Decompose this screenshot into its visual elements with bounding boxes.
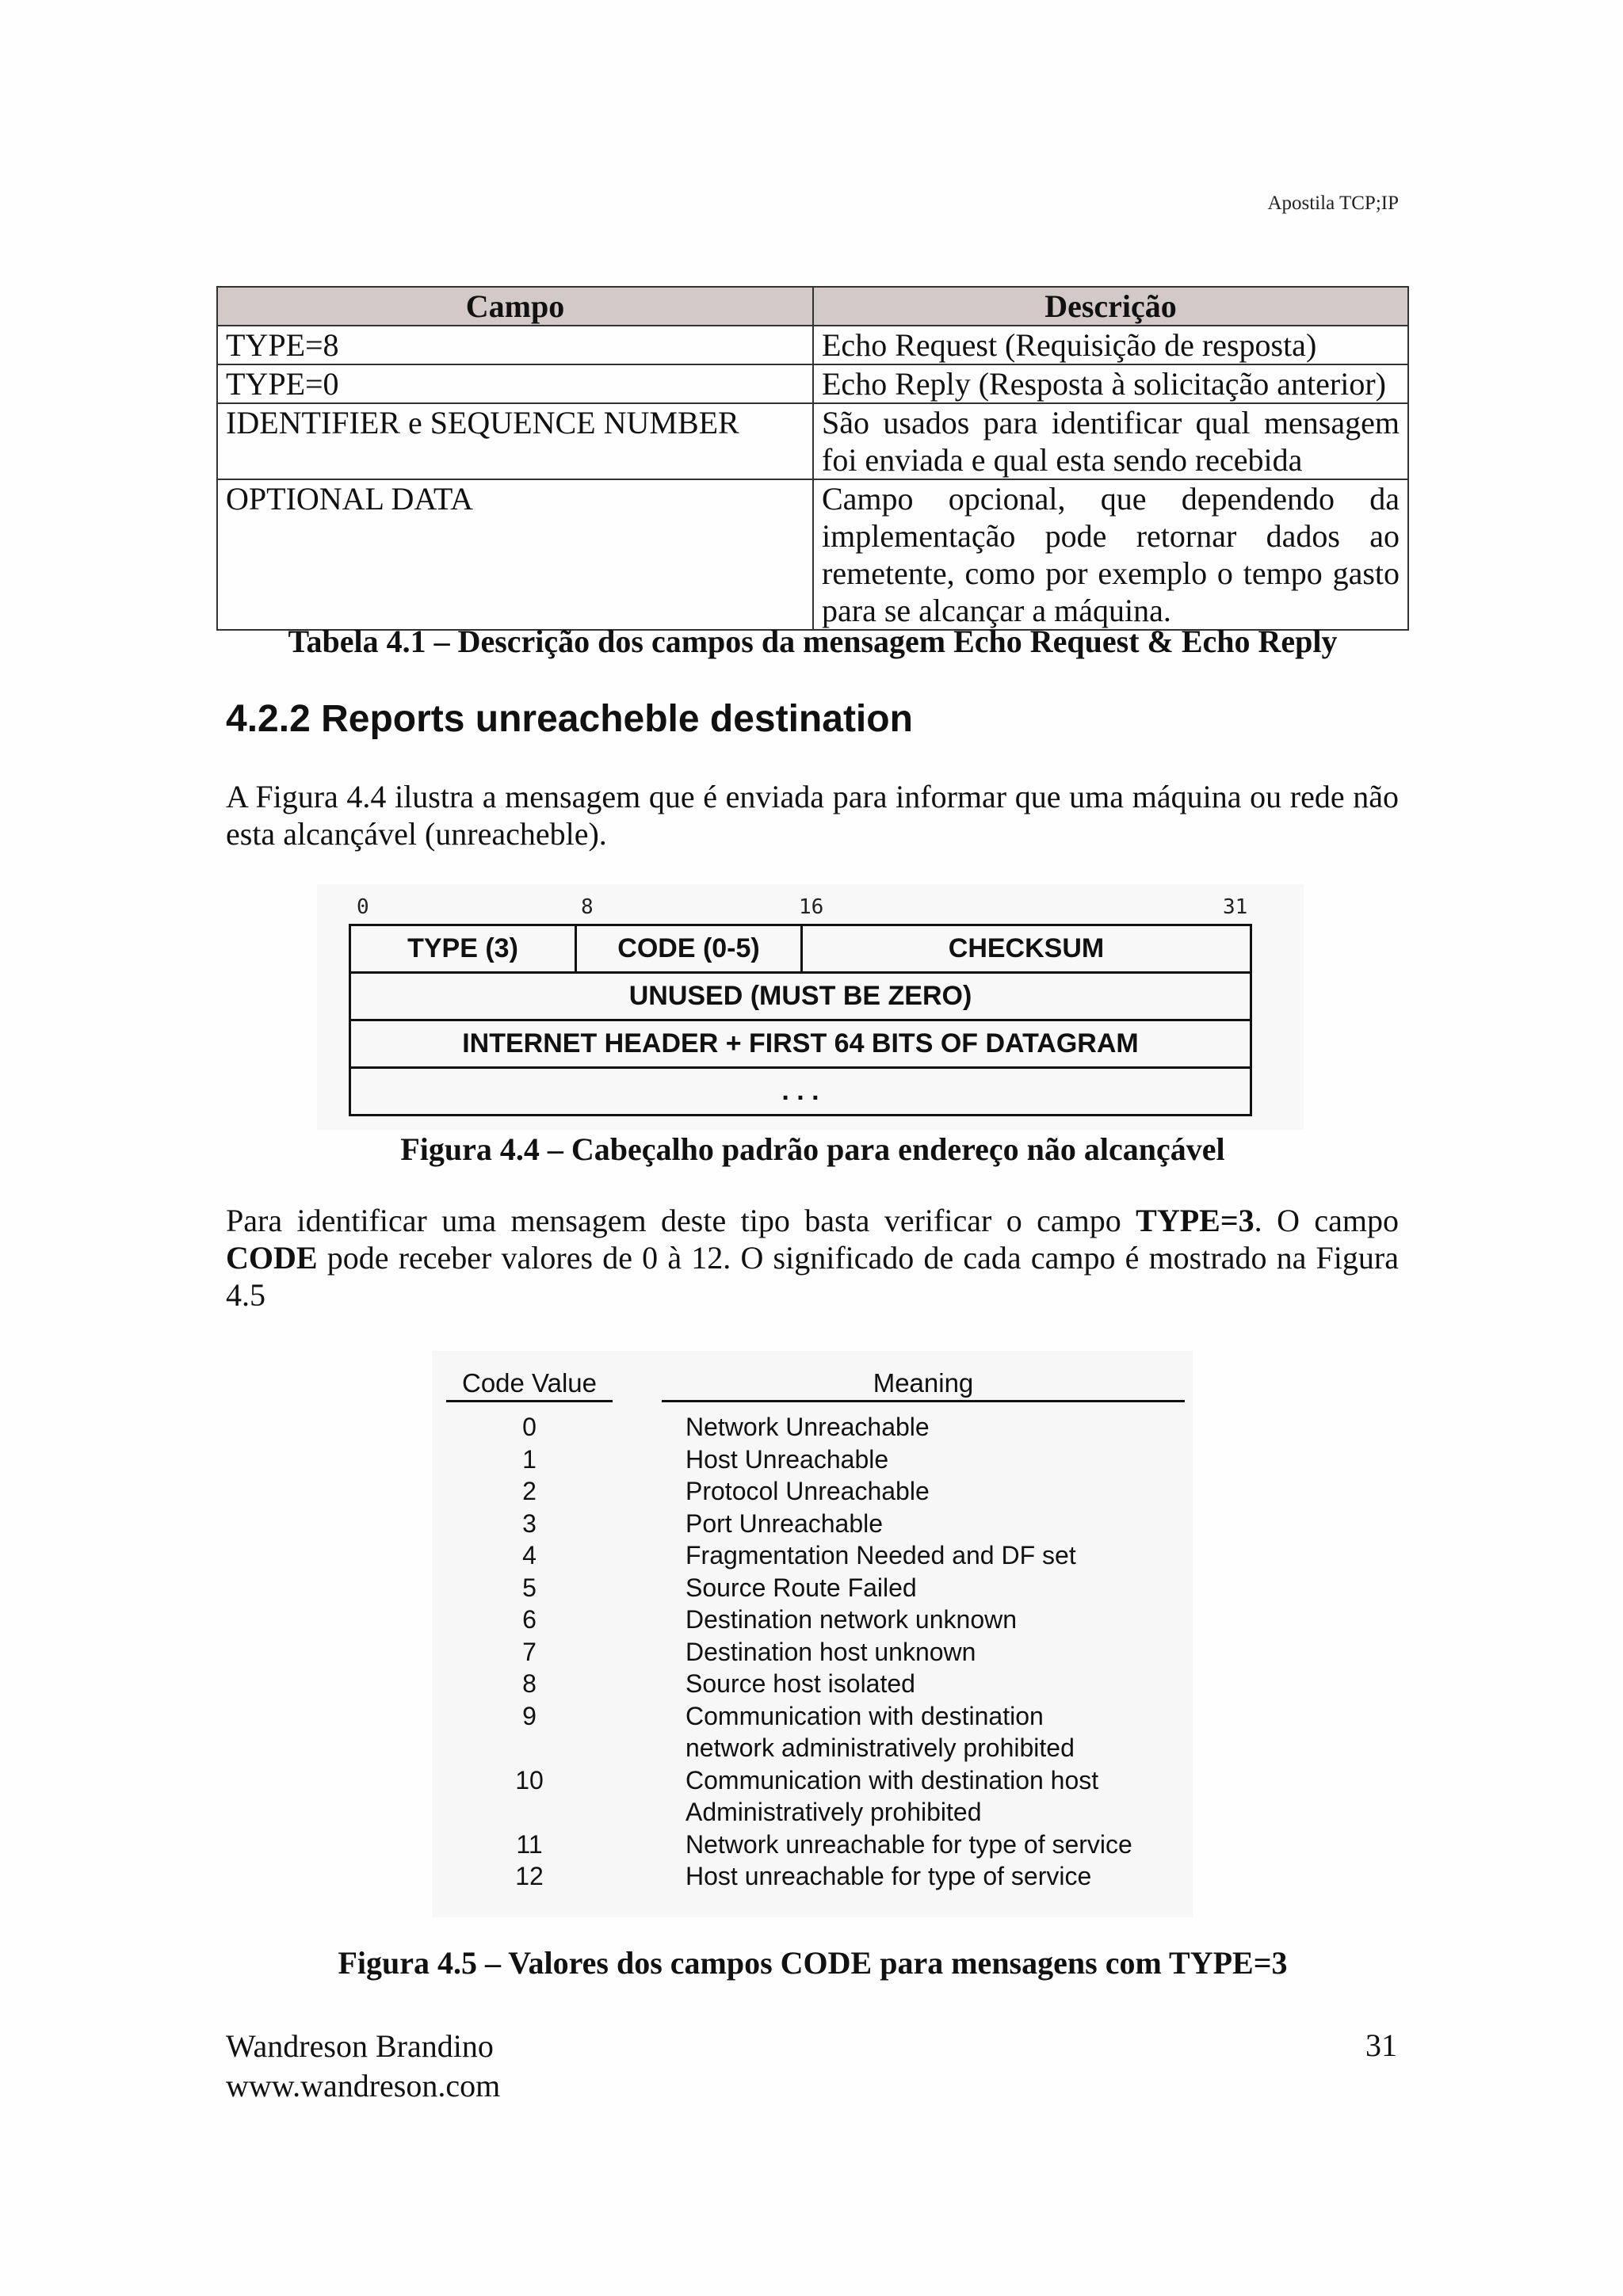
- code-list: [446, 1411, 1183, 1893]
- table-cell-descricao: São usados para identificar qual mensagem foi enviada e qual esta sendo recebida: [813, 403, 1408, 479]
- bit-label-0: 0: [357, 895, 369, 919]
- code-number: 9: [522, 1701, 537, 1730]
- para-text: . O campo: [1254, 1203, 1399, 1238]
- table-row: [217, 364, 1408, 403]
- table-cell-campo: IDENTIFIER e SEQUENCE NUMBER: [217, 403, 813, 479]
- code-number: 3: [522, 1508, 537, 1538]
- code-number: 10: [515, 1765, 544, 1794]
- code-number: 7: [522, 1637, 537, 1666]
- table-cell-descricao: Echo Reply (Resposta à solicitação anterior): [813, 364, 1408, 403]
- table-row: [217, 403, 1408, 479]
- para-bold-type: TYPE=3: [1136, 1203, 1254, 1238]
- header-row-1: [351, 926, 1250, 974]
- paragraph-code-intro: [226, 1202, 1399, 1314]
- field-checksum: CHECKSUM: [800, 926, 1250, 971]
- code-row: [446, 1539, 1183, 1572]
- header-row-2: [351, 974, 1250, 1021]
- header-row-3: [351, 1021, 1250, 1069]
- code-meaning: Destination network unknown: [685, 1605, 1018, 1634]
- para-bold-code: CODE: [226, 1240, 318, 1276]
- code-meaning: Protocol Unreachable: [685, 1477, 930, 1505]
- code-row: [446, 1572, 1183, 1604]
- code-meaning: Source Route Failed: [685, 1573, 917, 1602]
- code-meaning: Fragmentation Needed and DF set: [685, 1541, 1076, 1569]
- code-row: [446, 1411, 1183, 1444]
- code-number: 1: [522, 1444, 537, 1474]
- code-meaning: Administratively prohibited: [685, 1798, 982, 1826]
- code-value-header: Code Value: [446, 1368, 613, 1402]
- header-fields-box: [349, 924, 1252, 1116]
- field-type: TYPE (3): [407, 933, 518, 963]
- code-row: [446, 1829, 1183, 1861]
- code-meaning: Host Unreachable: [685, 1444, 889, 1474]
- field-internet-header: INTERNET HEADER + FIRST 64 BITS OF DATAGRAM: [462, 1028, 1139, 1058]
- bit-label-16: 16: [799, 895, 824, 919]
- code-row: [446, 1796, 1183, 1829]
- code-meaning: Network Unreachable: [685, 1413, 930, 1441]
- code-number: 8: [522, 1669, 537, 1698]
- code-row: [446, 1860, 1183, 1893]
- table-cell-campo: OPTIONAL DATA: [217, 479, 813, 630]
- code-row: [446, 1604, 1183, 1636]
- table-echo-fields: [216, 286, 1409, 631]
- code-number: 11: [516, 1829, 543, 1859]
- figure-4-5-caption: Figura 4.5 – Valores dos campos CODE para mensagens com TYPE=3: [338, 1945, 1288, 1981]
- table-row: [217, 479, 1408, 630]
- code-meaning: Host unreachable for type of service: [685, 1862, 1092, 1890]
- code-meaning: Communication with destination host: [685, 1765, 1099, 1794]
- code-number: 6: [522, 1605, 537, 1634]
- code-row: [446, 1732, 1183, 1764]
- code-number: [446, 1796, 613, 1829]
- running-header: Apostila TCP;IP: [1267, 193, 1399, 214]
- code-number: [446, 1732, 613, 1764]
- para-text: pode receber valores de 0 à 12. O significado de cada campo é mostrado na Figura 4.5: [226, 1240, 1399, 1313]
- footer-author: Wandreson Brandino: [226, 2028, 494, 2064]
- footer-website: www.wandreson.com: [226, 2068, 501, 2103]
- code-meaning: Destination host unknown: [685, 1637, 976, 1666]
- figure-code-values: [432, 1351, 1193, 1917]
- code-row: [446, 1700, 1183, 1733]
- code-meaning: Port Unreachable: [685, 1508, 884, 1538]
- table-cell-descricao: Campo opcional, que dependendo da implementação pode retornar dados ao remetente, como por exemplo o tempo gasto para se alcançar a máquina.: [813, 479, 1408, 630]
- code-meaning: Communication with destination: [685, 1701, 1044, 1730]
- table-header-descricao: Descrição: [813, 287, 1408, 326]
- page-number: 31: [1365, 2027, 1397, 2063]
- table-header-campo: Campo: [217, 287, 813, 326]
- field-ellipsis: . . .: [781, 1076, 819, 1106]
- code-row: [446, 1475, 1183, 1508]
- section-title: 4.2.2 Reports unreacheble destination: [226, 698, 913, 740]
- code-number: 5: [522, 1573, 537, 1602]
- field-code: CODE (0-5): [575, 926, 800, 971]
- code-meaning: network administratively prohibited: [685, 1733, 1075, 1762]
- code-number: 4: [522, 1541, 537, 1569]
- code-row: [446, 1508, 1183, 1540]
- paragraph-intro: A Figura 4.4 ilustra a mensagem que é enviada para informar que uma máquina ou rede não esta alcançável (unreacheble).: [226, 779, 1399, 852]
- bit-label-8: 8: [581, 895, 594, 919]
- code-number: 12: [515, 1862, 544, 1890]
- table-cell-descricao: Echo Request (Requisição de resposta): [813, 326, 1408, 364]
- header-row-4: [351, 1069, 1250, 1114]
- para-text: Para identificar uma mensagem deste tipo basta verificar o campo: [226, 1203, 1136, 1238]
- code-meaning: Network unreachable for type of service: [685, 1829, 1132, 1859]
- meaning-header: Meaning: [662, 1368, 1185, 1402]
- code-row: [446, 1764, 1183, 1797]
- figure-4-4-caption: Figura 4.4 – Cabeçalho padrão para endereço não alcançável: [400, 1131, 1225, 1167]
- code-meaning: Source host isolated: [685, 1669, 915, 1698]
- figure-unreachable-header: [317, 884, 1304, 1130]
- code-row: [446, 1668, 1183, 1700]
- footer-author-block: [226, 2027, 500, 2106]
- code-number: 2: [522, 1477, 537, 1505]
- table-header-row: [217, 287, 1408, 326]
- bit-label-31: 31: [1223, 895, 1248, 919]
- code-row: [446, 1444, 1183, 1476]
- table-caption: Tabela 4.1 – Descrição dos campos da mensagem Echo Request & Echo Reply: [288, 624, 1338, 659]
- table-row: [217, 326, 1408, 364]
- code-number: 0: [522, 1413, 537, 1441]
- table-cell-campo: TYPE=0: [217, 364, 813, 403]
- field-unused: UNUSED (MUST BE ZERO): [628, 981, 972, 1011]
- code-row: [446, 1636, 1183, 1669]
- table-cell-campo: TYPE=8: [217, 326, 813, 364]
